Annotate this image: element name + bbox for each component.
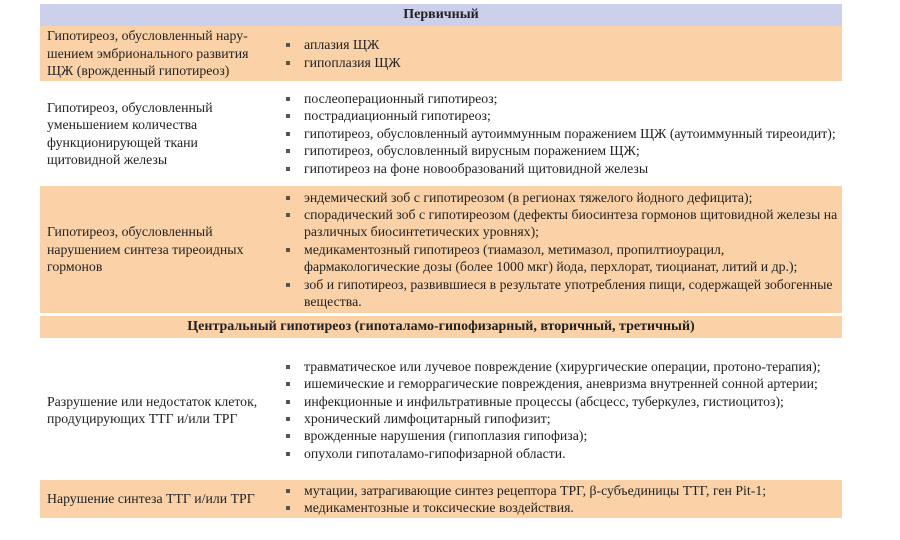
bullet-list xyxy=(279,90,838,177)
list-item: опухоли гипоталамо-гипофизарной области. xyxy=(279,445,838,462)
cause-cell: Разрушение или недостаток клеток, продуцирующих ТТГ и/или ТРГ xyxy=(47,393,258,426)
list-item: аплазия ЩЖ xyxy=(279,36,838,53)
list-item: хронический лимфоцитарный гипофизит; xyxy=(279,410,838,427)
list-item: зоб и гипотиреоз, развившиеся в результате употребления пищи, содержащей зобогенные вещества. xyxy=(279,276,838,311)
bullet-list xyxy=(279,189,838,311)
manifestations-cell xyxy=(279,186,842,313)
list-item: послеоперационный гипотиреоз; xyxy=(279,90,838,107)
manifestations-cell xyxy=(279,480,842,518)
manifestations-cell xyxy=(279,81,842,186)
table-row xyxy=(40,26,842,81)
list-item: гипоплазия ЩЖ xyxy=(279,54,838,71)
list-item: гипотиреоз, обусловленный аутоиммунным поражением ЩЖ (аутоиммунный тиреоидит); xyxy=(279,125,838,142)
table-row xyxy=(40,340,842,480)
cause-cell: Гипотиреоз, обусловленный нару-шением эмбрионального развития ЩЖ (врожденный гипотиреоз) xyxy=(47,28,249,79)
section-header-primary: Первичный xyxy=(40,4,842,26)
list-item: гипотиреоз на фоне новообразований щитовидной железы xyxy=(279,160,838,177)
list-item: медикаментозный гипотиреоз (тиамазол, метимазол, пропилтиоурацил, фармакологические дозы (более 1000 мкг) йода, перхлорат, тиоцианат, литий и др.); xyxy=(279,241,838,276)
list-item: гипотиреоз, обусловленный вирусным поражением ЩЖ; xyxy=(279,142,838,159)
list-item: врожденные нарушения (гипоплазия гипофиза); xyxy=(279,427,838,444)
section-header-central: Центральный гипотиреоз (гипоталамо-гипофизарный, вторичный, третичный) xyxy=(40,316,842,338)
list-item: инфекционные и инфильтративные процессы (абсцесс, туберкулез, гистиоцитоз); xyxy=(279,393,838,410)
list-item: ишемические и геморрагические повреждения, аневризма внутренней сонной артерии; xyxy=(279,375,838,392)
list-item: медикаментозные и токсические воздействия. xyxy=(279,499,838,516)
bullet-list xyxy=(279,36,838,71)
table-row xyxy=(40,480,842,518)
cause-cell: Гипотиреоз, обусловленный нарушением синтеза тиреоидных гормонов xyxy=(47,224,244,275)
list-item: спорадический зоб с гипотиреозом (дефекты биосинтеза гормонов щитовидной железы на различных биосинтетических уровнях); xyxy=(279,206,838,241)
table-row xyxy=(40,81,842,186)
manifestations-cell xyxy=(279,340,842,480)
bullet-list xyxy=(279,482,838,517)
cause-cell: Нарушение синтеза ТТГ и/или ТРГ xyxy=(47,491,255,507)
cause-cell: Гипотиреоз, обусловленный уменьшением количества функционирующей ткани щитовидной железы xyxy=(47,99,213,167)
table-row xyxy=(40,186,842,313)
manifestations-cell xyxy=(279,26,842,81)
list-item: пострадиационный гипотиреоз; xyxy=(279,107,838,124)
list-item: травматическое или лучевое повреждение (хирургические операции, протоно-терапия); xyxy=(279,358,838,375)
bullet-list xyxy=(279,358,838,462)
list-item: эндемический зоб с гипотиреозом (в регионах тяжелого йодного дефицита); xyxy=(279,189,838,206)
list-item: мутации, затрагивающие синтез рецептора ТРГ, β-субъединицы ТТГ, ген Pit-1; xyxy=(279,482,838,499)
